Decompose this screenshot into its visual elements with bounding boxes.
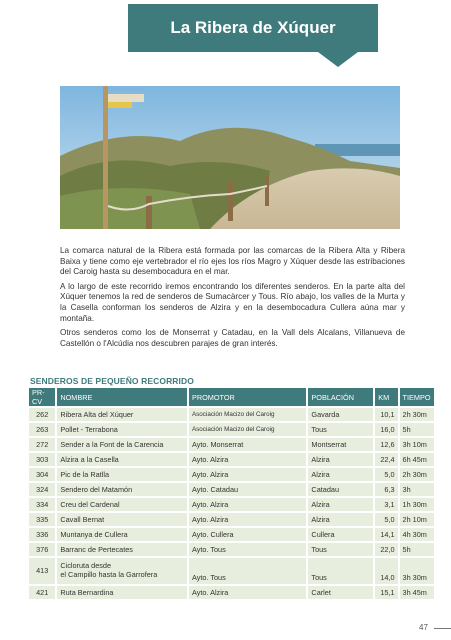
cell-promotor: Ayto. Alzira [189,466,308,481]
cell-km: 22,4 [375,451,399,466]
title-banner [128,4,378,52]
cell-nombre: Pollet - Terrabona [57,421,189,436]
cell-poblacion: Carlet [308,584,375,599]
table-row [29,481,436,496]
cell-promotor: Asociación Macizo del Caroig [189,421,308,436]
cell-km: 14,1 [375,526,399,541]
landscape-photo [60,86,400,229]
banner-pointer [318,52,358,67]
cell-nombre: Sender a la Font de la Carencia [57,436,189,451]
cell-nombre: Ribera Alta del Xúquer [57,406,189,421]
header-nombre: NOMBRE [57,388,189,406]
cell-tiempo: 3h [400,481,436,496]
cell-km: 15,1 [375,584,399,599]
cell-tiempo: 6h 45m [400,451,436,466]
cell-prcv: 263 [29,421,57,436]
cell-nombre: Pic de la Ratlla [57,466,189,481]
cell-nombre: Muntanya de Cullera [57,526,189,541]
intro-paragraph: Otros senderos como los de Monserrat y Catadau, en la Vall dels Alcalans, Villanueva de Castellón o l'Alcúdia nos descubren parajes de gran interés. [60,328,405,348]
intro-paragraph: A lo largo de este recorrido iremos encontrando los diferentes senderos. En la parte alta del Xúquer tenemos la red de senderos de Sumacàrcer y Tous. Río abajo, los valles de la Murta y la Casella conforman los senderos de Alzira y en la desembocadura Cullera aúna mar y montaña. [60,281,405,323]
cell-promotor: Ayto. Tous [189,541,308,556]
cell-poblacion: Alzira [308,496,375,511]
cell-nombre: Cavall Bernat [57,511,189,526]
cell-km: 16,0 [375,421,399,436]
cell-poblacion: Cullera [308,526,375,541]
cell-nombre: Creu del Cardenal [57,496,189,511]
cell-km: 5,0 [375,511,399,526]
cell-poblacion: Alzira [308,466,375,481]
cell-promotor: Ayto. Monserrat [189,436,308,451]
cell-prcv: 334 [29,496,57,511]
cell-km: 3,1 [375,496,399,511]
cell-promotor: Ayto. Tous [189,556,308,584]
cell-promotor: Ayto. Alzira [189,584,308,599]
cell-nombre: Ruta Bernardina [57,584,189,599]
cell-tiempo: 3h 10m [400,436,436,451]
cell-km: 5,0 [375,466,399,481]
cell-promotor: Asociación Macizo del Caroig [189,406,308,421]
table-row [29,496,436,511]
cell-poblacion: Alzira [308,451,375,466]
cell-poblacion: Tous [308,541,375,556]
page-number: 47 [419,623,428,632]
cell-prcv: 376 [29,541,57,556]
cell-promotor: Ayto. Alzira [189,496,308,511]
table-row [29,406,436,421]
cell-prcv: 335 [29,511,57,526]
cell-prcv: 303 [29,451,57,466]
cell-km: 6,3 [375,481,399,496]
cell-poblacion: Catadau [308,481,375,496]
cell-tiempo: 1h 30m [400,496,436,511]
header-prcv: PR-CV [29,388,57,406]
cell-prcv: 272 [29,436,57,451]
cell-nombre: Sendero del Matamón [57,481,189,496]
table-row [29,584,436,599]
table-row [29,436,436,451]
cell-poblacion: Gavarda [308,406,375,421]
table-row [29,541,436,556]
cell-tiempo: 3h 45m [400,584,436,599]
cell-tiempo: 2h 30m [400,466,436,481]
intro-paragraph: La comarca natural de la Ribera está formada por las comarcas de la Ribera Alta y Ribera Baixa y tiene como eje vertebrador el río ejes los ríos Magro y Xúquer desde las estribaciones del Caroig hasta su desembocadura en el mar. [60,246,405,277]
cell-prcv: 413 [29,556,57,584]
page-title: La Ribera de Xúquer [170,18,336,37]
cell-tiempo: 4h 30m [400,526,436,541]
cell-poblacion: Tous [308,556,375,584]
cell-promotor: Ayto. Catadau [189,481,308,496]
cell-nombre: Barranc de Pertecates [57,541,189,556]
cell-km: 10,1 [375,406,399,421]
cell-promotor: Ayto. Alzira [189,511,308,526]
section-title: SENDEROS DE PEQUEÑO RECORRIDO [30,376,194,386]
intro-text [60,246,405,353]
cell-km: 14,0 [375,556,399,584]
header-promotor: PROMOTOR [189,388,308,406]
cell-poblacion: Tous [308,421,375,436]
table-row [29,511,436,526]
cell-km: 12,6 [375,436,399,451]
cell-poblacion: Alzira [308,511,375,526]
cell-tiempo: 5h [400,541,436,556]
table-row [29,526,436,541]
cell-prcv: 324 [29,481,57,496]
table-row [29,421,436,436]
cell-tiempo: 3h 30m [400,556,436,584]
cell-km: 22,0 [375,541,399,556]
cell-prcv: 304 [29,466,57,481]
header-tiempo: TIEMPO [400,388,436,406]
cell-nombre [57,556,189,584]
cell-nombre-line: el Campillo hasta la Garrofera [60,570,158,579]
table-row [29,451,436,466]
cell-promotor: Ayto. Cullera [189,526,308,541]
trails-table [29,388,436,599]
table-row [29,466,436,481]
cell-tiempo: 2h 10m [400,511,436,526]
header-km: KM [375,388,399,406]
cell-prcv: 336 [29,526,57,541]
table-header-row [29,388,436,406]
cell-nombre-line: Cicloruta desde [60,561,112,570]
table-row [29,556,436,584]
cell-prcv: 262 [29,406,57,421]
dune-path-illustration [60,86,400,229]
cell-promotor: Ayto. Alzira [189,451,308,466]
cell-tiempo: 5h [400,421,436,436]
cell-nombre: Alzira a la Casella [57,451,189,466]
header-poblacion: POBLACIÓN [308,388,375,406]
cell-prcv: 421 [29,584,57,599]
cell-tiempo: 2h 30m [400,406,436,421]
cell-poblacion: Montserrat [308,436,375,451]
page-number-rule [434,628,451,629]
